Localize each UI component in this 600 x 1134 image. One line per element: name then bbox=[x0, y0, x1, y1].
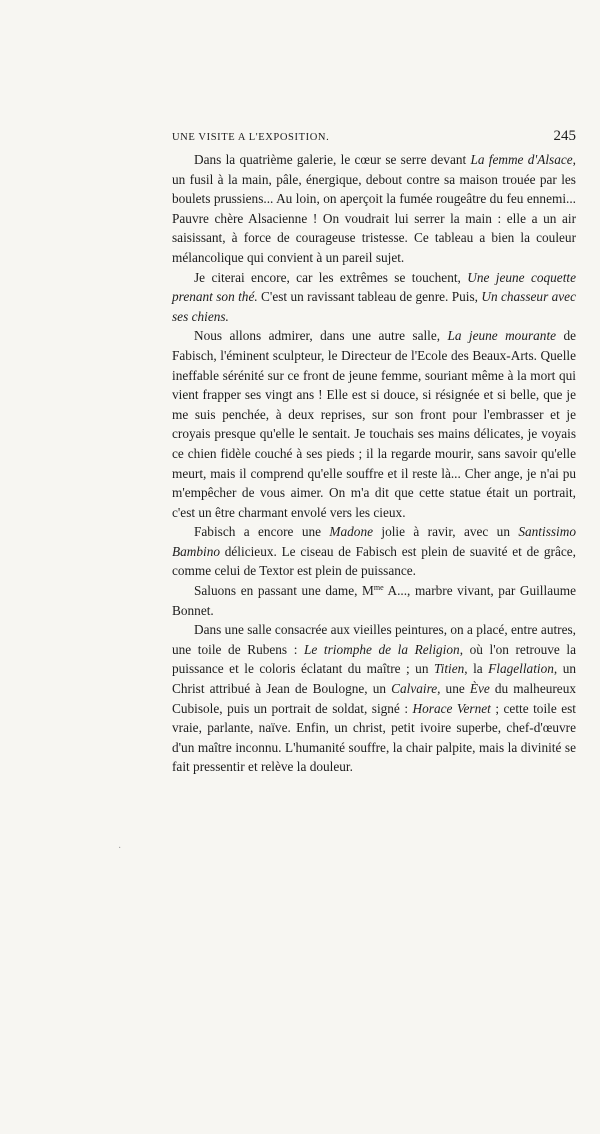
italic-title: Une jeune coquette prenant son thé. bbox=[172, 269, 576, 305]
paragraph bbox=[172, 522, 576, 581]
text-run: de Fabisch, l'éminent sculpteur, le Directeur de l'Ecole des Beaux-Arts. Quelle ineffable sérénité sur ce front de jeune femme, souriant même à la mort qui vient frapper ses vingt ans ! Elle est si douce, si résignée et si belle, que je me suis penchée, à deux reprises, sur son front pour l'embrasser et je croyais presque qu'elle le sentait. Je touchais ses mains délicates, je voyais ce chien fidèle couché à ses pieds ; il la regarde mourir, sans savoir qu'elle meurt, mais il comprend qu'elle souffre et il reste là... Cher ange, je n'ai pu m'empêcher de vous aimer. On m'a dit que cette statue était un portrait, c'est un être charmant envolé vers les cieux. bbox=[172, 328, 576, 520]
body-text bbox=[172, 150, 576, 777]
text-run: , où l'on retrouve la puissance et le coloris éclatant du maître ; un bbox=[172, 641, 577, 677]
paragraph bbox=[172, 620, 576, 777]
text-run: Dans une salle consacrée aux vieilles peintures, on a placé, entre autres, une toile de Rubens : bbox=[172, 622, 576, 657]
text-run: Je citerai encore, car les extrêmes se touchent, bbox=[194, 269, 468, 285]
italic-title: Le triomphe de la Religion bbox=[304, 641, 460, 657]
italic-title: Flagellation bbox=[488, 661, 554, 677]
paragraph bbox=[172, 150, 576, 268]
text-run: C'est un ravissant tableau de genre. Puis, bbox=[257, 289, 482, 305]
italic-title: Un chasseur avec ses chiens. bbox=[172, 289, 576, 324]
running-title: UNE VISITE A L'EXPOSITION. bbox=[172, 132, 330, 143]
paragraph bbox=[172, 326, 576, 522]
page-number: 245 bbox=[553, 128, 576, 144]
italic-title: Santissimo Bambino bbox=[172, 524, 576, 559]
superscript: me bbox=[373, 583, 384, 593]
italic-title: La jeune mourante bbox=[447, 328, 557, 344]
page-header bbox=[172, 128, 576, 150]
italic-title: Titien bbox=[433, 661, 465, 677]
text-run: jolie à ravir, avec un bbox=[373, 524, 519, 540]
italic-title: Madone bbox=[329, 524, 373, 540]
italic-title: La femme d'Alsace bbox=[470, 152, 573, 167]
text-run: , une bbox=[437, 681, 470, 697]
text-run: Fabisch a encore une bbox=[194, 524, 330, 540]
text-run: , un fusil à la main, pâle, énergique, debout contre sa maison trouée par les boulets prussiens... Au loin, on aperçoit la fumée rougeâtre du feu ennemi... Pauvre chère Alsacienne ! On voudrait lui serrer la main : elle a un air saisissant, à force de courageuse tristesse. Ce tableau a bien la couleur mélancolique qui convient à un pareil sujet. bbox=[172, 152, 576, 265]
text-run: , la bbox=[464, 661, 489, 677]
text-run: Nous allons admirer, dans une autre salle, bbox=[194, 328, 448, 344]
italic-title: Ève bbox=[469, 681, 490, 697]
text-run: A..., marbre vivant, par Guillaume Bonnet. bbox=[172, 583, 576, 618]
text-run: Dans la quatrième galerie, le cœur se serre devant bbox=[194, 152, 471, 167]
text-run: ; cette toile est vraie, parlante, naïve. Enfin, un christ, petit ivoire superbe, chef-d'œuvre d'un maître inconnu. L'humanité souffre, la chair palpite, mais la divinité se fait pressentir et relève la douleur. bbox=[172, 700, 577, 775]
italic-title: Calvaire bbox=[391, 681, 438, 697]
text-run: , un Christ attribué à Jean de Boulogne, un bbox=[172, 661, 576, 697]
text-run: Saluons en passant une dame, M bbox=[194, 583, 374, 599]
paragraph bbox=[172, 581, 576, 620]
paragraph bbox=[172, 268, 576, 327]
text-run: du malheureux Cubisole, puis un portrait de soldat, signé : bbox=[172, 681, 577, 716]
italic-title: Horace Vernet bbox=[412, 700, 491, 716]
paper-speck: · bbox=[118, 843, 122, 854]
text-run: délicieux. Le ciseau de Fabisch est plein de suavité et de grâce, comme celui de Textor est plein de puissance. bbox=[172, 543, 576, 579]
